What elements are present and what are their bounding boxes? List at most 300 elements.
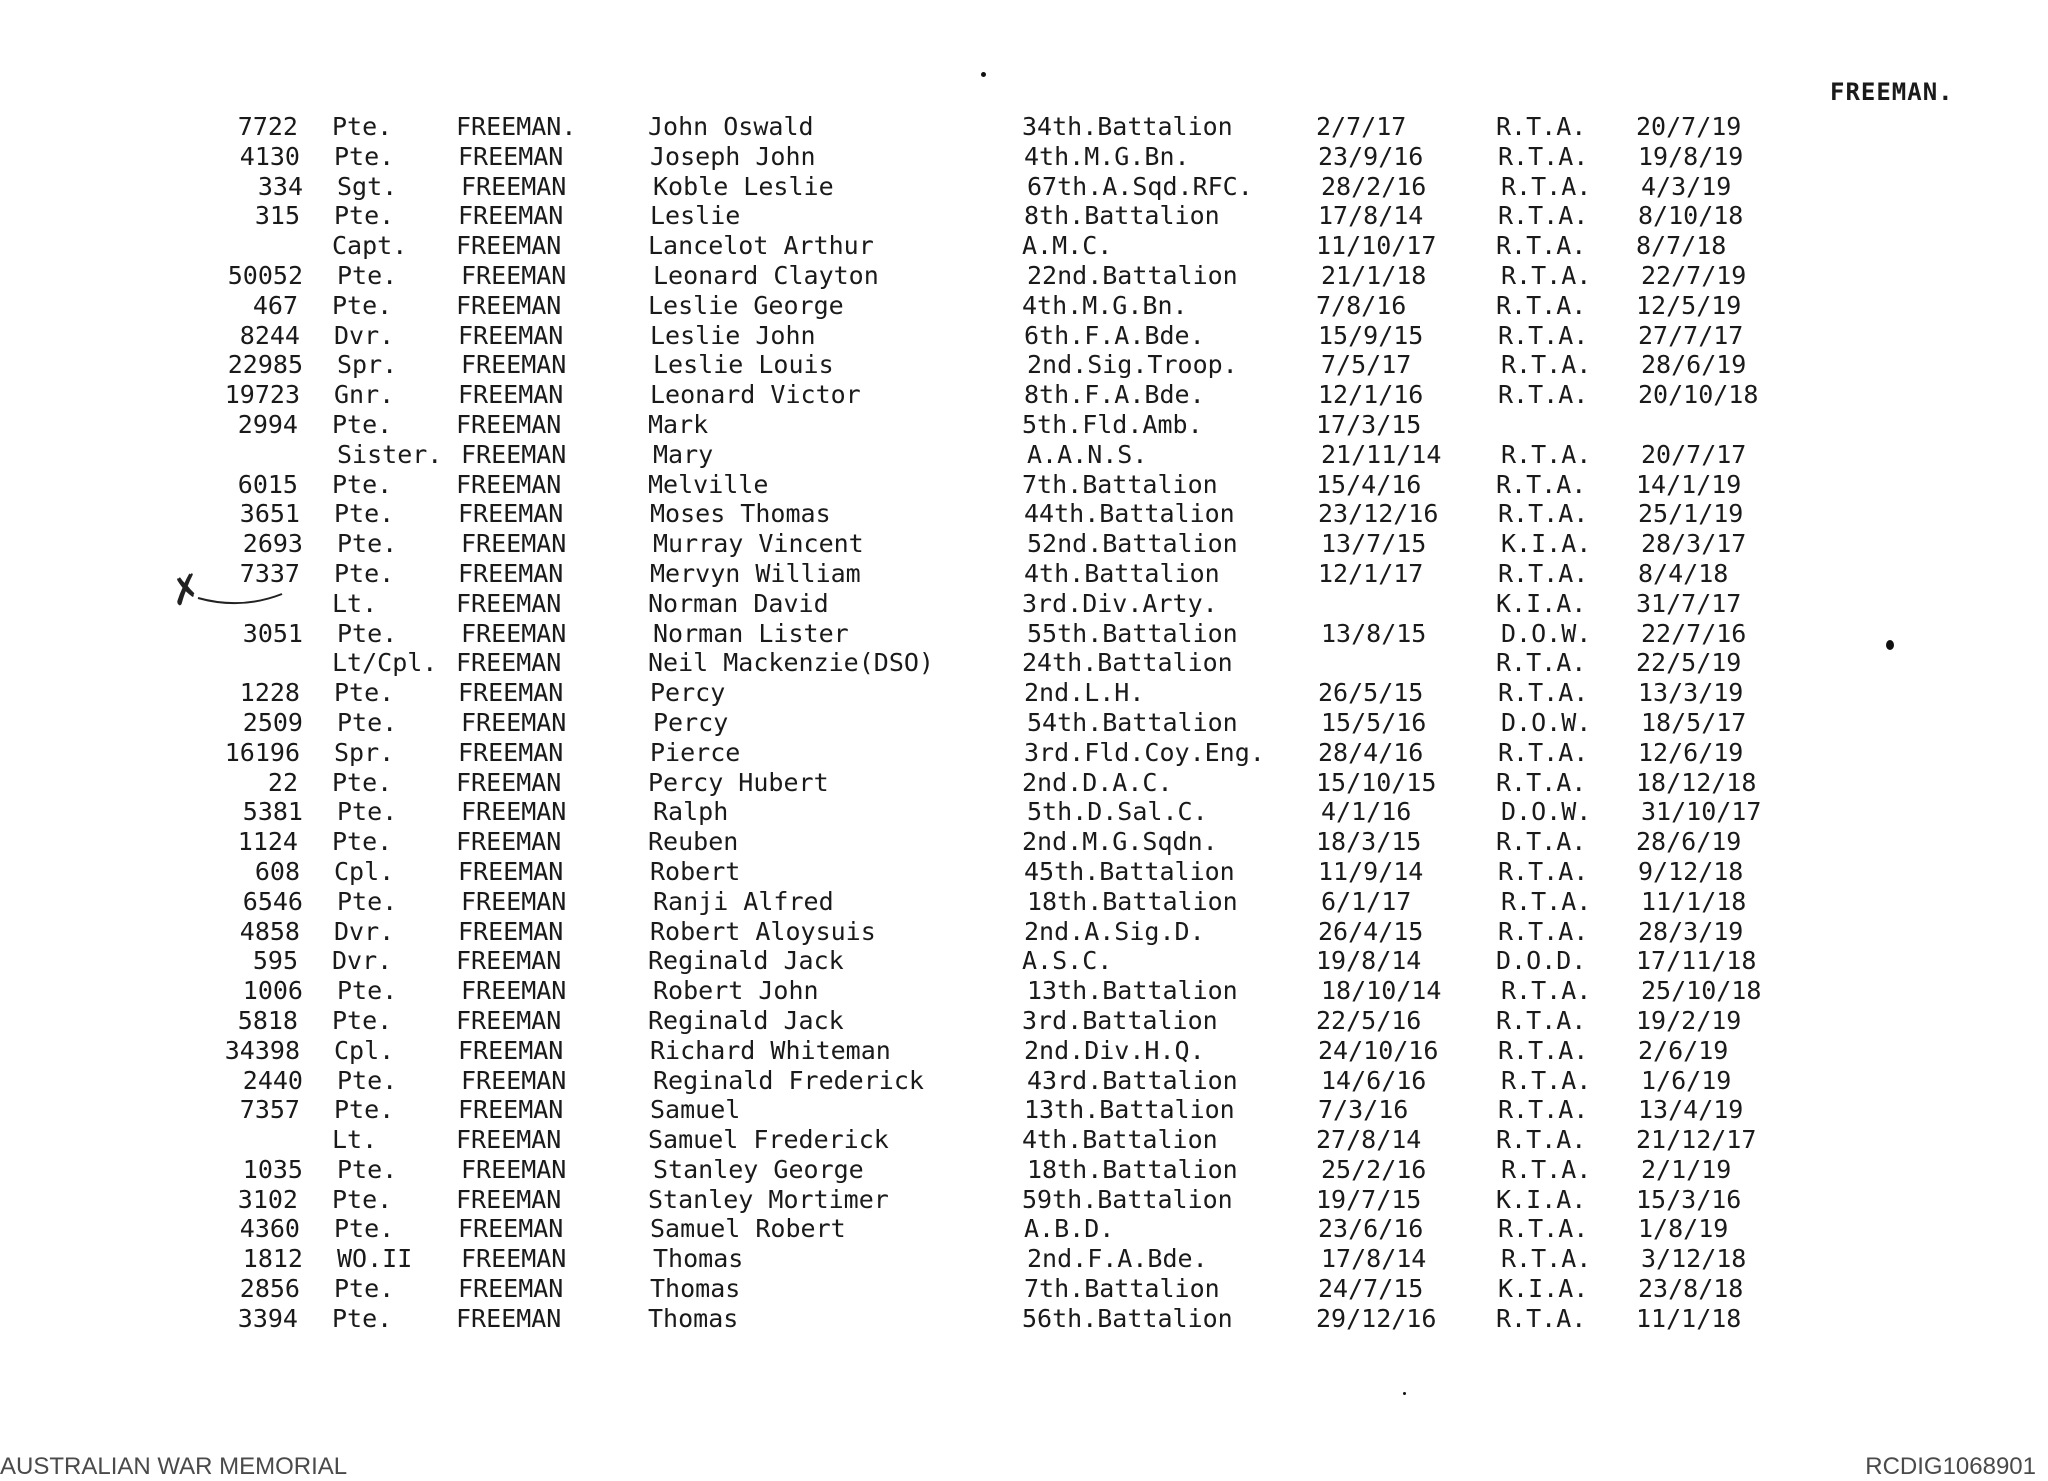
service-number: 467: [252, 290, 298, 320]
rank: Pte.: [337, 976, 398, 1006]
service-number: 334: [257, 171, 303, 201]
given-names: Thomas: [648, 1303, 739, 1333]
list-item: [0, 231, 2046, 261]
rank: Cpl.: [334, 856, 395, 886]
service-number: 22: [267, 767, 298, 797]
fate-date: 2/6/19: [1638, 1035, 1729, 1065]
given-names: Lancelot Arthur: [648, 231, 874, 261]
unit: 24th.Battalion: [1022, 648, 1233, 678]
list-item: [3, 529, 2048, 559]
given-names: Neil Mackenzie(DSO): [648, 648, 934, 678]
unit: 43rd.Battalion: [1027, 1065, 1238, 1095]
fate-date: 22/5/19: [1636, 648, 1742, 678]
fate: R.T.A.: [1496, 1125, 1587, 1155]
list-item: [0, 1185, 2046, 1215]
fate: R.T.A.: [1501, 350, 1592, 380]
enlistment-date: 24/7/15: [1318, 1274, 1424, 1304]
given-names: Leslie John: [650, 320, 816, 350]
rank: Spr.: [334, 737, 395, 767]
given-names: Leslie: [650, 201, 741, 231]
service-number: 1228: [239, 678, 300, 708]
service-number: 315: [254, 201, 300, 231]
fate-date: 22/7/16: [1641, 618, 1747, 648]
fate: R.T.A.: [1498, 380, 1589, 410]
rank: Pte.: [332, 112, 393, 141]
unit: A.B.D.: [1024, 1214, 1115, 1244]
enlistment-date: 11/10/17: [1316, 231, 1437, 261]
surname: FREEMAN: [461, 1154, 567, 1184]
service-number: 608: [254, 856, 300, 886]
rank: Dvr.: [332, 946, 393, 976]
fate: K.I.A.: [1496, 1184, 1587, 1214]
fate-date: 28/3/19: [1638, 916, 1744, 946]
fate-date: 28/6/19: [1641, 350, 1747, 380]
given-names: Mervyn William: [650, 558, 861, 588]
list-item: [0, 946, 2046, 976]
rank: Pte.: [337, 260, 398, 290]
service-number: 595: [252, 946, 298, 976]
fate-date: 27/7/17: [1638, 320, 1744, 350]
fate-date: 25/1/19: [1638, 499, 1744, 529]
surname: FREEMAN: [461, 797, 567, 827]
page-heading: FREEMAN.: [1830, 78, 1954, 106]
fate-date: 4/3/19: [1641, 171, 1732, 201]
enlistment-date: 19/7/15: [1316, 1184, 1422, 1214]
unit: 18th.Battalion: [1027, 1154, 1238, 1184]
rank: Pte.: [332, 469, 393, 499]
list-item: [0, 648, 2046, 678]
fate-date: 25/10/18: [1641, 976, 1762, 1006]
list-item: [0, 1095, 2048, 1125]
service-number: 5381: [242, 797, 303, 827]
surname: FREEMAN: [458, 380, 564, 410]
given-names: Leslie George: [648, 290, 844, 320]
service-number: 19723: [224, 380, 300, 410]
surname: FREEMAN: [461, 1065, 567, 1095]
enlistment-date: 17/8/14: [1318, 201, 1424, 231]
speck: [981, 72, 986, 77]
fate: D.O.W.: [1501, 707, 1592, 737]
rank: Pte.: [332, 827, 393, 857]
unit: 2nd.Sig.Troop.: [1027, 350, 1238, 380]
unit: 4th.Battalion: [1024, 558, 1220, 588]
unit: 3rd.Div.Arty.: [1022, 588, 1218, 618]
list-item: [3, 619, 2048, 649]
unit: 3rd.Fld.Coy.Eng.: [1024, 737, 1265, 767]
given-names: Leonard Clayton: [653, 260, 879, 290]
fate: R.T.A.: [1501, 1065, 1592, 1095]
rank: Pte.: [332, 767, 393, 797]
surname: FREEMAN: [458, 856, 564, 886]
unit: 55th.Battalion: [1027, 618, 1238, 648]
fate-date: 18/12/18: [1636, 767, 1757, 797]
surname: FREEMAN: [456, 290, 562, 320]
list-item: [0, 321, 2048, 351]
fate-date: 1/8/19: [1638, 1214, 1729, 1244]
fate-date: 17/11/18: [1636, 946, 1757, 976]
surname: FREEMAN: [456, 1184, 562, 1214]
list-item: [0, 380, 2048, 410]
fate: R.T.A.: [1498, 856, 1589, 886]
rank: Pte.: [334, 1095, 395, 1125]
rank: Pte.: [337, 707, 398, 737]
fate-date: 8/7/18: [1636, 231, 1727, 261]
enlistment-date: 23/9/16: [1318, 141, 1424, 171]
unit: 4th.M.G.Bn.: [1024, 141, 1190, 171]
service-number: 1812: [242, 1244, 303, 1274]
service-number: 2693: [242, 529, 303, 559]
enlistment-date: 15/9/15: [1318, 320, 1424, 350]
enlistment-date: 21/11/14: [1321, 439, 1442, 469]
list-item: [3, 350, 2048, 380]
enlistment-date: 7/8/16: [1316, 290, 1407, 320]
unit: 45th.Battalion: [1024, 856, 1235, 886]
rank: Gnr.: [334, 380, 395, 410]
unit: 44th.Battalion: [1024, 499, 1235, 529]
fate-date: 12/6/19: [1638, 737, 1744, 767]
service-number: 3651: [239, 499, 300, 529]
fate: R.T.A.: [1496, 1005, 1587, 1035]
surname: FREEMAN: [458, 916, 564, 946]
list-item: [0, 827, 2046, 857]
given-names: Reginald Jack: [648, 1005, 844, 1035]
unit: 6th.F.A.Bde.: [1024, 320, 1205, 350]
fate: R.T.A.: [1498, 737, 1589, 767]
fate: R.T.A.: [1498, 1214, 1589, 1244]
surname: FREEMAN: [456, 827, 562, 857]
fate: R.T.A.: [1496, 231, 1587, 261]
given-names: Reuben: [648, 827, 739, 857]
enlistment-date: 26/4/15: [1318, 916, 1424, 946]
fate-date: 15/3/16: [1636, 1184, 1742, 1214]
surname: FREEMAN: [456, 1125, 562, 1155]
fate-date: 22/7/19: [1641, 260, 1747, 290]
service-number: 2440: [242, 1065, 303, 1095]
fate: K.I.A.: [1498, 1274, 1589, 1304]
list-item: [3, 887, 2048, 917]
rank: Pte.: [334, 558, 395, 588]
fate-date: 28/3/17: [1641, 529, 1747, 559]
surname: FREEMAN: [456, 1303, 562, 1333]
surname: FREEMAN: [461, 529, 567, 559]
fate: R.T.A.: [1498, 499, 1589, 529]
given-names: Mary: [653, 439, 714, 469]
fate-date: 13/3/19: [1638, 678, 1744, 708]
list-item: [0, 589, 2046, 619]
surname: FREEMAN: [458, 678, 564, 708]
list-item: [0, 738, 2048, 768]
unit: 2nd.F.A.Bde.: [1027, 1244, 1208, 1274]
unit: 5th.D.Sal.C.: [1027, 797, 1208, 827]
personnel-list: [0, 112, 2048, 1334]
fate-date: 28/6/19: [1636, 827, 1742, 857]
list-item: [0, 768, 2046, 798]
fate: R.T.A.: [1496, 767, 1587, 797]
fate: R.T.A.: [1498, 201, 1589, 231]
list-item: [0, 1274, 2048, 1304]
handwritten-tick-mark: ✗: [164, 564, 207, 616]
rank: Pte.: [337, 1065, 398, 1095]
list-item: [3, 261, 2048, 291]
rank: Pte.: [334, 678, 395, 708]
rank: Pte.: [334, 201, 395, 231]
given-names: Moses Thomas: [650, 499, 831, 529]
given-names: Melville: [648, 469, 769, 499]
enlistment-date: 18/3/15: [1316, 827, 1422, 857]
rank: Sister.: [337, 439, 443, 469]
rank: Pte.: [332, 1303, 393, 1333]
given-names: Robert John: [653, 976, 819, 1006]
list-item: [0, 499, 2048, 529]
given-names: Samuel: [650, 1095, 741, 1125]
fate-date: 1/6/19: [1641, 1065, 1732, 1095]
enlistment-date: 27/8/14: [1316, 1125, 1422, 1155]
list-item: [3, 1155, 2048, 1185]
rank: Dvr.: [334, 916, 395, 946]
unit: 7th.Battalion: [1022, 469, 1218, 499]
service-number: 2509: [242, 707, 303, 737]
rank: Lt.: [332, 1125, 378, 1155]
unit: A.S.C.: [1022, 946, 1113, 976]
rank: Lt.: [332, 588, 378, 618]
fate: R.T.A.: [1501, 886, 1592, 916]
enlistment-date: 17/8/14: [1321, 1244, 1427, 1274]
surname: FREEMAN: [456, 1005, 562, 1035]
fate: K.I.A.: [1501, 529, 1592, 559]
rank: Pte.: [332, 1005, 393, 1035]
given-names: Samuel Frederick: [648, 1125, 889, 1155]
list-item: [3, 797, 2048, 827]
rank: Pte.: [337, 529, 398, 559]
unit: 7th.Battalion: [1024, 1274, 1220, 1304]
enlistment-date: 7/3/16: [1318, 1095, 1409, 1125]
surname: FREEMAN: [461, 886, 567, 916]
fate-date: 20/7/19: [1636, 112, 1742, 141]
list-item: [0, 201, 2048, 231]
list-item: [0, 559, 2048, 589]
list-item: [0, 1304, 2046, 1334]
rank: Pte.: [332, 409, 393, 439]
fate: R.T.A.: [1498, 678, 1589, 708]
enlistment-date: 4/1/16: [1321, 797, 1412, 827]
unit: 59th.Battalion: [1022, 1184, 1233, 1214]
unit: 54th.Battalion: [1027, 707, 1238, 737]
unit: A.A.N.S.: [1027, 439, 1148, 469]
surname: FREEMAN: [456, 648, 562, 678]
list-item: [0, 410, 2046, 440]
surname: FREEMAN: [461, 350, 567, 380]
rank: WO.II: [337, 1244, 413, 1274]
list-item: [0, 1036, 2048, 1066]
service-number: 3394: [237, 1303, 298, 1333]
enlistment-date: 14/6/16: [1321, 1065, 1427, 1095]
enlistment-date: 19/8/14: [1316, 946, 1422, 976]
unit: 3rd.Battalion: [1022, 1005, 1218, 1035]
given-names: Reginald Frederick: [653, 1065, 924, 1095]
list-item: [3, 1066, 2048, 1096]
given-names: Joseph John: [650, 141, 816, 171]
given-names: Samuel Robert: [650, 1214, 846, 1244]
list-item: [0, 1214, 2048, 1244]
surname: FREEMAN: [461, 618, 567, 648]
fate: R.T.A.: [1501, 1154, 1592, 1184]
given-names: Thomas: [653, 1244, 744, 1274]
list-item: [0, 112, 2046, 142]
given-names: Leonard Victor: [650, 380, 861, 410]
rank: Pte.: [332, 1184, 393, 1214]
enlistment-date: 12/1/16: [1318, 380, 1424, 410]
fate-date: 23/8/18: [1638, 1274, 1744, 1304]
surname: FREEMAN: [461, 1244, 567, 1274]
enlistment-date: 29/12/16: [1316, 1303, 1437, 1333]
fate: R.T.A.: [1496, 290, 1587, 320]
surname: FREEMAN: [461, 171, 567, 201]
service-number: 50052: [227, 260, 303, 290]
fate-date: 3/12/18: [1641, 1244, 1747, 1274]
unit: 5th.Fld.Amb.: [1022, 409, 1203, 439]
service-number: 1035: [242, 1154, 303, 1184]
enlistment-date: 17/3/15: [1316, 409, 1422, 439]
rank: Pte.: [337, 797, 398, 827]
fate: R.T.A.: [1496, 827, 1587, 857]
enlistment-date: 15/5/16: [1321, 707, 1427, 737]
given-names: Stanley Mortimer: [648, 1184, 889, 1214]
service-number: 4130: [239, 141, 300, 171]
fate-date: 8/4/18: [1638, 558, 1729, 588]
given-names: Robert Aloysuis: [650, 916, 876, 946]
fate: D.O.W.: [1501, 618, 1592, 648]
given-names: Ralph: [653, 797, 729, 827]
rank: Spr.: [337, 350, 398, 380]
service-number: 2856: [239, 1274, 300, 1304]
fate-date: 11/1/18: [1641, 886, 1747, 916]
service-number: 22985: [227, 350, 303, 380]
service-number: 3102: [237, 1184, 298, 1214]
given-names: Percy: [653, 707, 729, 737]
fate: R.T.A.: [1498, 1095, 1589, 1125]
record-id: RCDIG1068901: [1865, 1453, 2036, 1480]
service-number: 5818: [237, 1005, 298, 1035]
unit: 2nd.A.Sig.D.: [1024, 916, 1205, 946]
fate: R.T.A.: [1498, 558, 1589, 588]
enlistment-date: 12/1/17: [1318, 558, 1424, 588]
unit: 2nd.M.G.Sqdn.: [1022, 827, 1218, 857]
enlistment-date: 7/5/17: [1321, 350, 1412, 380]
given-names: Pierce: [650, 737, 741, 767]
fate-date: 11/1/18: [1636, 1303, 1742, 1333]
surname: FREEMAN: [458, 201, 564, 231]
unit: 8th.F.A.Bde.: [1024, 380, 1205, 410]
surname: FREEMAN: [458, 737, 564, 767]
surname: FREEMAN: [458, 1214, 564, 1244]
unit: 67th.A.Sqd.RFC.: [1027, 171, 1253, 201]
unit: 2nd.D.A.C.: [1022, 767, 1173, 797]
enlistment-date: 25/2/16: [1321, 1154, 1427, 1184]
unit: A.M.C.: [1022, 231, 1113, 261]
unit: 4th.M.G.Bn.: [1022, 290, 1188, 320]
enlistment-date: 28/2/16: [1321, 171, 1427, 201]
fate-date: 19/2/19: [1636, 1005, 1742, 1035]
service-number: 7722: [237, 112, 298, 141]
surname: FREEMAN: [461, 976, 567, 1006]
service-number: 16196: [224, 737, 300, 767]
rank: Pte.: [334, 499, 395, 529]
service-number: 1006: [242, 976, 303, 1006]
surname: FREEMAN: [458, 1035, 564, 1065]
given-names: Mark: [648, 409, 709, 439]
fate-date: 13/4/19: [1638, 1095, 1744, 1125]
given-names: Leslie Louis: [653, 350, 834, 380]
fate: R.T.A.: [1501, 1244, 1592, 1274]
service-number: 6546: [242, 886, 303, 916]
surname: FREEMAN: [456, 588, 562, 618]
surname: FREEMAN: [458, 499, 564, 529]
service-number: 1124: [237, 827, 298, 857]
unit: 56th.Battalion: [1022, 1303, 1233, 1333]
surname: FREEMAN: [458, 320, 564, 350]
given-names: Robert: [650, 856, 741, 886]
given-names: Stanley George: [653, 1154, 864, 1184]
rank: Pte.: [334, 1274, 395, 1304]
rank: Cpl.: [334, 1035, 395, 1065]
list-item: [0, 857, 2048, 887]
enlistment-date: 23/6/16: [1318, 1214, 1424, 1244]
unit: 22nd.Battalion: [1027, 260, 1238, 290]
given-names: Murray Vincent: [653, 529, 864, 559]
enlistment-date: 26/5/15: [1318, 678, 1424, 708]
surname: FREEMAN: [458, 141, 564, 171]
given-names: Thomas: [650, 1274, 741, 1304]
surname: FREEMAN: [456, 231, 562, 261]
fate-date: 2/1/19: [1641, 1154, 1732, 1184]
list-item: [0, 1006, 2046, 1036]
service-number: 7357: [239, 1095, 300, 1125]
list-item: [3, 440, 2048, 470]
fate: R.T.A.: [1496, 648, 1587, 678]
service-number: 7337: [239, 558, 300, 588]
service-number: 8244: [239, 320, 300, 350]
service-number: 6015: [237, 469, 298, 499]
rank: Sgt.: [337, 171, 398, 201]
fate: R.T.A.: [1501, 439, 1592, 469]
fate-date: 20/7/17: [1641, 439, 1747, 469]
surname: FREEMAN: [458, 558, 564, 588]
unit: 4th.Battalion: [1022, 1125, 1218, 1155]
service-number: 34398: [224, 1035, 300, 1065]
service-number: 3051: [242, 618, 303, 648]
enlistment-date: 13/7/15: [1321, 529, 1427, 559]
fate: R.T.A.: [1496, 1303, 1587, 1333]
enlistment-date: 15/10/15: [1316, 767, 1437, 797]
enlistment-date: 13/8/15: [1321, 618, 1427, 648]
given-names: Percy Hubert: [648, 767, 829, 797]
rank: Pte.: [332, 290, 393, 320]
surname: FREEMAN: [458, 1095, 564, 1125]
fate: R.T.A.: [1496, 112, 1587, 141]
rank: Dvr.: [334, 320, 395, 350]
enlistment-date: 18/10/14: [1321, 976, 1442, 1006]
rank: Pte.: [337, 1154, 398, 1184]
rank: Lt/Cpl.: [332, 648, 438, 678]
enlistment-date: 24/10/16: [1318, 1035, 1439, 1065]
fate: D.O.D.: [1496, 946, 1587, 976]
rank: Pte.: [337, 886, 398, 916]
given-names: Norman David: [648, 588, 829, 618]
fate: R.T.A.: [1498, 916, 1589, 946]
unit: 8th.Battalion: [1024, 201, 1220, 231]
enlistment-date: 22/5/16: [1316, 1005, 1422, 1035]
fate: K.I.A.: [1496, 588, 1587, 618]
